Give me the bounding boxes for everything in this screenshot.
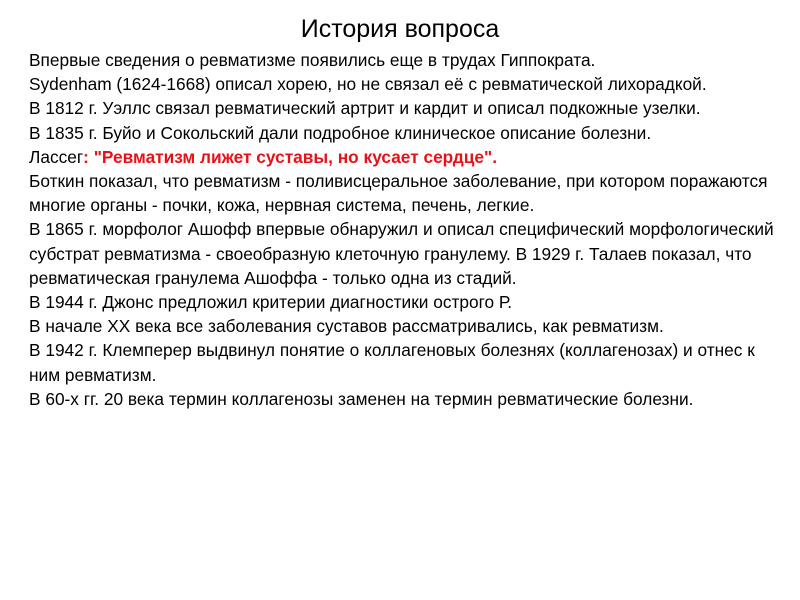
history-paragraph-aschoff: В 1865 г. морфолог Ашофф впервые обнаружил и описал специфический морфологический субстрат ревматизма - своеобразную клеточную гранулему. В 1929 г. Талаев показал, что ревматическая гранулема Ашоффа - только одна из стадий. — [29, 219, 774, 288]
quote-author: Лассег — [29, 146, 84, 167]
history-paragraph-wells: В 1812 г. Уэллс связал ревматический артрит и кардит и описал подкожные узелки. — [29, 98, 701, 119]
lasegue-quote-line — [29, 145, 779, 169]
slide-title: История вопроса — [300, 15, 500, 43]
history-paragraph-hippocrates: Впервые сведения о ревматизме появились еще в трудах Гиппократа. — [29, 50, 596, 70]
history-paragraph-sydenham: Sydenham (1624-1668) описал хорею, но не связал её с ревматической лихорадкой. — [29, 74, 707, 95]
history-paragraph-jones: В 1944 г. Джонс предложил критерии диагностики острого Р. — [29, 292, 512, 313]
history-paragraph-bouillaud: В 1835 г. Буйо и Сокольский дали подробное клиническое описание болезни. — [29, 122, 652, 143]
history-paragraph-botkin: Боткин показал, что ревматизм - поливисцеральное заболевание, при котором поражаются многие органы - почки, кожа, нервная система, печень, легкие. — [29, 171, 768, 216]
history-paragraph-klemperer: В 1942 г. Клемперер выдвинул понятие о коллагеновых болезнях (коллагенозах) и отнес к ним ревматизм. — [29, 340, 755, 385]
quote-colon: : — [83, 146, 94, 167]
history-paragraph-60s: В 60-х гг. 20 века термин коллагенозы заменен на термин ревматические болезни. — [29, 388, 694, 409]
quote-text: "Ревматизм лижет суставы, но кусает сердце". — [93, 146, 497, 167]
slide-body — [29, 48, 779, 411]
history-paragraph-xx-century: В начале XX века все заболевания суставов рассматривались, как ревматизм. — [29, 316, 664, 337]
